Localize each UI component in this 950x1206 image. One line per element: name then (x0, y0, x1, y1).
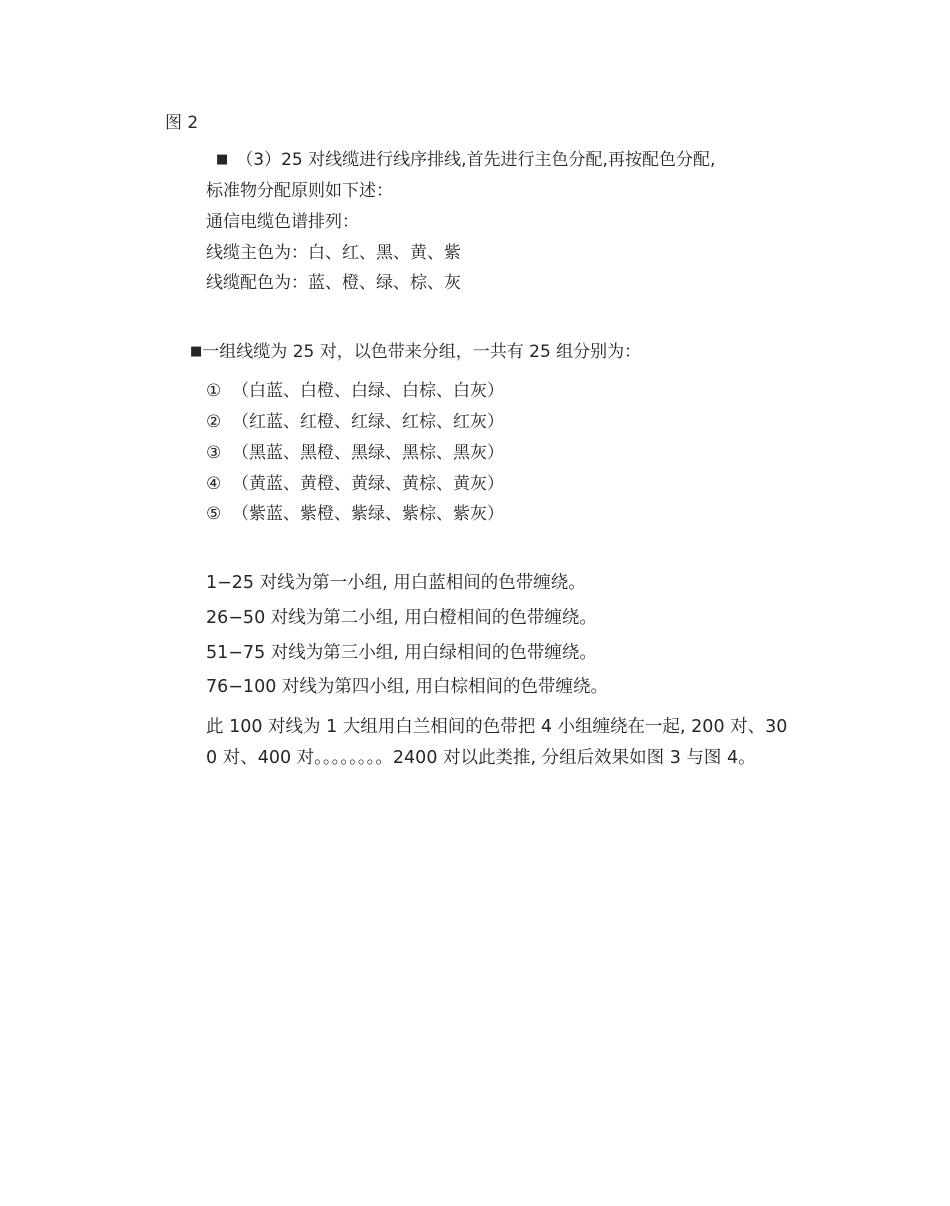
group-list-item (206, 380, 504, 402)
group-list-item (206, 411, 504, 433)
group-colors: （黑蓝、黑橙、黑绿、黑棕、黑灰） (232, 443, 504, 463)
square-bullet-icon: ■ (190, 344, 203, 359)
intro-line-1 (216, 149, 715, 173)
range-line-1: 1−25 对线为第一小组, 用白蓝相间的色带缠绕。 (206, 573, 586, 593)
group-list-item (206, 473, 504, 495)
circled-number: ③ (206, 443, 222, 463)
circled-number: ⑤ (206, 504, 222, 524)
circled-number: ① (206, 381, 222, 401)
intro-line-1-text: （3）25 对线缆进行线序排线,首先进行主色分配,再按配色分配, (236, 150, 716, 170)
range-line-2: 26−50 对线为第二小组, 用白橙相间的色带缠绕。 (206, 608, 597, 628)
secondary-colors-line: 线缆配色为：蓝、橙、绿、棕、灰 (206, 273, 461, 293)
group-list-item (206, 442, 504, 464)
group-colors: （紫蓝、紫橙、紫绿、紫棕、紫灰） (232, 504, 504, 524)
group-colors: （黄蓝、黄橙、黄绿、黄棕、黄灰） (232, 474, 504, 494)
intro-line-2: 标准物分配原则如下述： (206, 181, 393, 201)
square-bullet-icon: ■ (216, 152, 229, 167)
group-heading (190, 341, 641, 365)
main-colors-line: 线缆主色为：白、红、黑、黄、紫 (206, 243, 461, 263)
summary-paragraph: 此 100 对线为 1 大组用白兰相间的色带把 4 小组缠绕在一起, 200 对、300 对、400 对。。。。。。。。2400 对以此类推, 分组后效果如图 3 与图 4。 (206, 717, 788, 768)
circled-number: ② (206, 412, 222, 432)
circled-number: ④ (206, 474, 222, 494)
figure-label: 图 2 (165, 113, 199, 133)
range-line-4: 76−100 对线为第四小组, 用白棕相间的色带缠绕。 (206, 677, 609, 697)
group-colors: （红蓝、红橙、红绿、红棕、红灰） (232, 412, 504, 432)
group-heading-text: 一组线缆为 25 对，以色带来分组，一共有 25 组分别为： (202, 342, 642, 362)
group-colors: （白蓝、白橙、白绿、白棕、白灰） (232, 381, 504, 401)
group-list-item (206, 503, 504, 525)
range-line-3: 51−75 对线为第三小组, 用白绿相间的色带缠绕。 (206, 643, 597, 663)
intro-line-3: 通信电缆色谱排列： (206, 212, 359, 232)
